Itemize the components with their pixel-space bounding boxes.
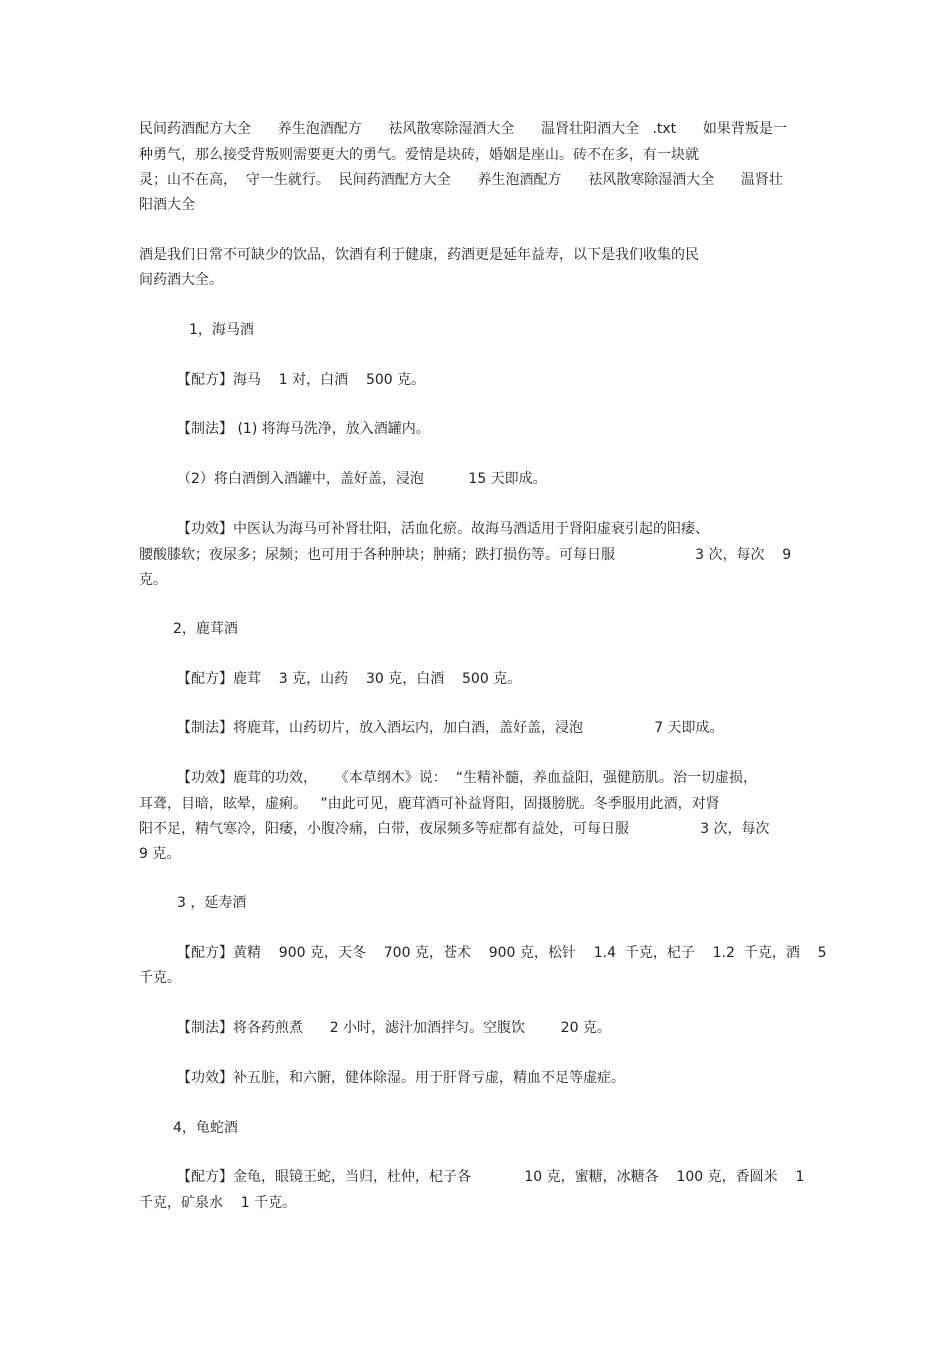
section-1-method-1: 【制法】 (1) 将海马洗净，放入酒罐内。 <box>177 421 430 437</box>
section-3-formula-1: 【配方】黄精 900 克，天冬 700 克，苍术 900 克，松针 1.4 千克，杞子 1.2 千克，酒 5 <box>177 945 827 961</box>
intro-line-3: 灵；山不在高， 守一生就行。 民间药酒配方大全 养生泡酒配方 祛风散寒除湿酒大全 温肾壮 <box>139 172 783 188</box>
section-2-title: 2，鹿茸酒 <box>173 621 238 637</box>
section-3-method-1: 【制法】将各药煎煮 2 小时，滤汁加酒拌匀。空腹饮 20 克。 <box>177 1020 611 1036</box>
section-4-formula-1: 【配方】金龟，眼镜王蛇，当归，杜仲，杞子各 10 克，蜜糖，冰糖各 100 克，香圆米 1 <box>177 1169 805 1185</box>
section-1-effect-1: 【功效】中医认为海马可补肾壮阳，活血化瘀。故海马酒适用于肾阳虚衰引起的阳痿、 <box>177 521 709 537</box>
section-2-formula: 【配方】鹿茸 3 克，山药 30 克，白酒 500 克。 <box>177 671 522 687</box>
section-2-effect-1: 【功效】鹿茸的功效， 《本草纲木》说： “生精补髓，养血益阳，强健筋肌。治一切虚损， <box>177 770 757 786</box>
section-4-formula-2: 千克，矿泉水 1 千克。 <box>139 1195 297 1211</box>
section-4-title: 4，龟蛇酒 <box>173 1120 238 1136</box>
section-3-effect-1: 【功效】补五脏，和六腑，健体除湿。用于肝肾亏虚，精血不足等虚症。 <box>177 1070 625 1086</box>
section-3-title: 3 ，延寿酒 <box>177 895 247 911</box>
intro-line-1: 民间药酒配方大全 养生泡酒配方 祛风散寒除湿酒大全 温肾壮阳酒大全 .txt 如果背叛是一 <box>139 121 787 137</box>
section-1-title: 1，海马酒 <box>189 322 254 338</box>
section-2-method-1: 【制法】将鹿茸，山药切片，放入酒坛内，加白酒，盖好盖，浸泡 7 天即成。 <box>177 720 724 736</box>
section-2-effect-4: 9 克。 <box>139 846 181 862</box>
preface-line-1: 酒是我们日常不可缺少的饮品，饮酒有利于健康，药酒更是延年益寿，以下是我们收集的民 <box>139 247 699 263</box>
section-2-effect-2: 耳聋，目暗，眩晕，虚痢。 ”由此可见，鹿茸酒可补益肾阳，固摄膀胱。冬季服用此酒，对肾 <box>139 796 720 812</box>
preface-line-2: 间药酒大全。 <box>139 272 223 288</box>
intro-line-2: 种勇气，那么接受背叛则需要更大的勇气。爱情是块砖，婚姻是座山。砖不在多，有一块就 <box>139 147 699 163</box>
section-1-formula: 【配方】海马 1 对，白酒 500 克。 <box>177 372 426 388</box>
section-1-method-2: （2）将白酒倒入酒罐中，盖好盖，浸泡 15 天即成。 <box>177 471 547 487</box>
section-3-formula-2: 千克。 <box>139 970 181 986</box>
section-1-effect-3: 克。 <box>139 572 167 588</box>
intro-line-4: 阳酒大全 <box>139 197 195 213</box>
section-1-effect-2: 腰酸膝软；夜尿多；尿频；也可用于各种肿块；肿痛；跌打损伤等。可每日服 3 次，每次 9 <box>139 547 792 563</box>
section-2-effect-3: 阳不足，精气寒冷，阳痿，小腹冷痛，白带，夜尿频多等症都有益处，可每日服 3 次，每次 <box>139 821 770 837</box>
